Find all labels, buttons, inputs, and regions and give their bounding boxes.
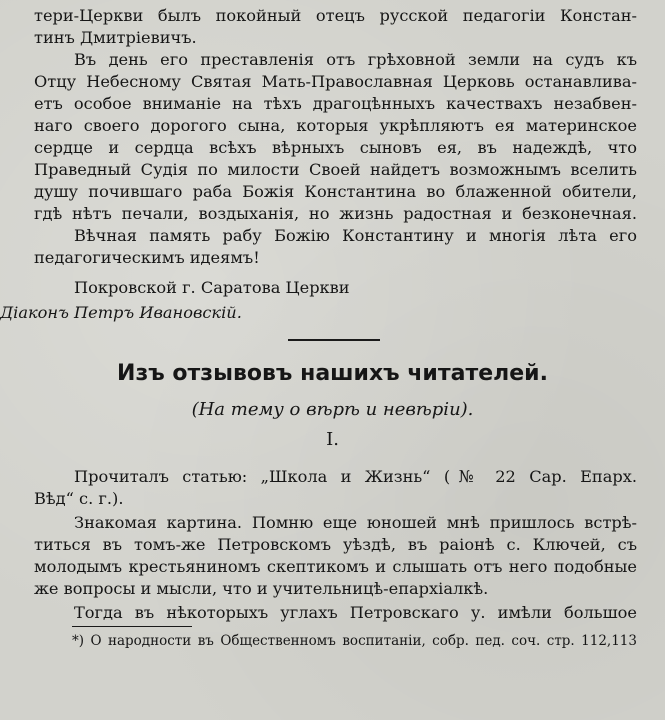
section-heading: Изъ отзывовъ нашихъ читателей. bbox=[117, 361, 548, 386]
text-line: Праведный Судія по милости Своей найдетъ возможнымъ вселить bbox=[34, 160, 637, 179]
paragraph-start-line: Въ день его преставленія отъ грѣховной земли на судъ къ bbox=[74, 50, 637, 69]
text-line: гдѣ нѣтъ печали, воздыханія, но жизнь радостная и безконечная. bbox=[34, 204, 637, 223]
text-line: душу почившаго раба Божія Константина во блаженной обители, bbox=[34, 182, 637, 201]
text-line: наго своего дорогого сына, которыя укрѣпляютъ ея материнское bbox=[34, 116, 637, 135]
text-line: Вѣд“ с. г.). bbox=[34, 489, 124, 508]
signature: Діаконъ Петръ Ивановскій. bbox=[0, 303, 242, 322]
paragraph-start-line: Тогда въ нѣкоторыхъ углахъ Петровскаго у. имѣли большое bbox=[74, 603, 637, 622]
text-line: педагогическимъ идеямъ! bbox=[34, 248, 260, 267]
section-subheading: (На тему о вѣрѣ и невѣріи). bbox=[191, 399, 474, 420]
text-line: тери-Церкви былъ покойный отецъ русской педагогіи Констан- bbox=[34, 6, 637, 25]
text-line: Отцу Небесному Святая Мать-Православная Церковь останавлива- bbox=[34, 72, 637, 91]
section-number: I. bbox=[326, 429, 339, 450]
footnote-divider bbox=[72, 626, 192, 627]
text-line: титься въ томъ-же Петровскомъ уѣздѣ, въ раіонѣ с. Ключей, съ bbox=[34, 535, 637, 554]
footnote: *) О народности въ Общественномъ воспитаніи, собр. пед. соч. стр. 112,113 bbox=[72, 633, 637, 649]
text-line: етъ особое вниманіе на тѣхъ драгоцѣнныхъ качествахъ незабвен- bbox=[34, 94, 637, 113]
paragraph-start-line: Вѣчная память рабу Божію Константину и многія лѣта его bbox=[74, 226, 637, 245]
paragraph-start-line: Знакомая картина. Помню еще юношей мнѣ пришлось встрѣ- bbox=[74, 513, 637, 532]
text-line: же вопросы и мысли, что и учительницѣ-епархіалкѣ. bbox=[34, 579, 489, 598]
text-line: сердце и сердца всѣхъ вѣрныхъ сыновъ ея, въ надеждѣ, что bbox=[34, 138, 637, 157]
church-name: Покровской г. Саратова Церкви bbox=[74, 278, 350, 297]
paragraph-start-line: Прочиталъ статью: „Школа и Жизнь“ (№ 22 Сар. Епарх. bbox=[74, 467, 637, 486]
section-divider bbox=[288, 339, 380, 341]
text-line: молодымъ крестьяниномъ скептикомъ и слышать отъ него подобные bbox=[34, 557, 637, 576]
text-line: тинъ Дмитріевичъ. bbox=[34, 28, 197, 47]
